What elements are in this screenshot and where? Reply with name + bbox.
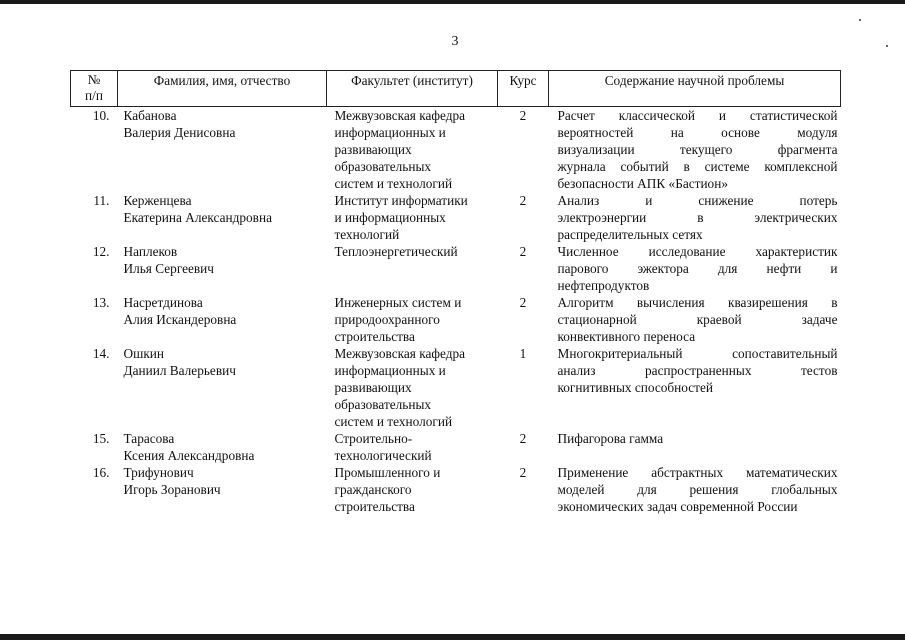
- faculty: [327, 464, 498, 515]
- text-line: Валерия Денисовна: [123, 125, 236, 140]
- text-line: вероятностей на основе модуля: [557, 125, 838, 140]
- table-row: [71, 243, 841, 294]
- text-line: строительства: [334, 329, 415, 344]
- text-line: Трифунович: [123, 465, 194, 480]
- table-header-row: [71, 71, 841, 107]
- table-row: [71, 430, 841, 464]
- research-topic: [549, 192, 841, 243]
- text-line: Тарасова: [123, 431, 175, 446]
- row-number: 13.: [92, 295, 110, 310]
- scan-top-edge: [0, 0, 905, 4]
- problems-table: [70, 70, 841, 515]
- text-line: Институт информатики: [334, 193, 468, 208]
- text-line: журнала событий в системе комплексной: [557, 159, 838, 174]
- text-line: моделей для решения глобальных: [557, 482, 838, 497]
- text-line: Илья Сергеевич: [123, 261, 214, 276]
- faculty: [327, 294, 498, 345]
- text-line: развивающих: [334, 380, 412, 395]
- research-topic: [549, 345, 841, 430]
- text-line: Кабанова: [123, 108, 177, 123]
- row-number: 15.: [92, 431, 110, 446]
- text-line: Насретдинова: [123, 295, 203, 310]
- faculty: [327, 345, 498, 430]
- text-line: электроэнергии в электрических: [557, 210, 838, 225]
- research-topic: [549, 464, 841, 515]
- row-number: 12.: [92, 244, 110, 259]
- text-line: природоохранного: [334, 312, 440, 327]
- text-line: визуализации текущего фрагмента: [557, 142, 838, 157]
- text-line: Игорь Зоранович: [123, 482, 221, 497]
- text-line: Применение абстрактных математических: [557, 465, 838, 480]
- text-line: технологий: [334, 227, 400, 242]
- text-line: Даниил Валерьевич: [123, 363, 236, 378]
- table-row: [71, 192, 841, 243]
- table-row: [71, 107, 841, 193]
- scan-bottom-edge: [0, 634, 905, 640]
- text-line: Межвузовская кафедра: [334, 108, 466, 123]
- course: 2: [519, 193, 527, 208]
- header-topic: Содержание научной проблемы: [549, 71, 841, 107]
- page-number: 3: [451, 34, 459, 49]
- text-line: Межвузовская кафедра: [334, 346, 466, 361]
- research-topic: [549, 243, 841, 294]
- header-course: Курс: [498, 71, 549, 107]
- text-line: систем и технологий: [334, 414, 453, 429]
- scan-speck: [859, 19, 861, 21]
- text-line: Алия Искандеровна: [123, 312, 237, 327]
- row-number: 16.: [92, 465, 110, 480]
- text-line: Ксения Александровна: [123, 448, 255, 463]
- text-line: когнитивных способностей: [557, 380, 713, 395]
- text-line: Анализ и снижение потерь: [557, 193, 838, 208]
- course: 2: [519, 295, 527, 310]
- text-line: Инженерных систем и: [334, 295, 462, 310]
- text-line: Алгоритм вычисления квазирешения в: [557, 295, 838, 310]
- text-line: образовательных: [334, 397, 432, 412]
- text-line: Керженцева: [123, 193, 192, 208]
- student-name: [118, 294, 327, 345]
- text-line: информационных и: [334, 363, 446, 378]
- course: 1: [519, 346, 527, 361]
- course: 2: [519, 431, 527, 446]
- table-row: [71, 464, 841, 515]
- student-name: [118, 243, 327, 294]
- table-row: [71, 294, 841, 345]
- student-name: [118, 345, 327, 430]
- student-name: [118, 430, 327, 464]
- faculty: [327, 430, 498, 464]
- faculty: [327, 243, 498, 294]
- text-line: технологический: [334, 448, 432, 463]
- text-line: парового эжектора для нефти и: [557, 261, 838, 276]
- text-line: Наплеков: [123, 244, 178, 259]
- course: 2: [519, 465, 527, 480]
- text-line: конвективного переноса: [557, 329, 696, 344]
- faculty: [327, 192, 498, 243]
- text-line: экономических задач современной России: [557, 499, 798, 514]
- course: 2: [519, 108, 527, 123]
- text-line: Строительно-: [334, 431, 413, 446]
- course: 2: [519, 244, 527, 259]
- text-line: развивающих: [334, 142, 412, 157]
- text-line: Многокритериальный сопоставительный: [557, 346, 838, 361]
- text-line: анализ распространенных тестов: [557, 363, 838, 378]
- text-line: гражданского: [334, 482, 412, 497]
- table-row: [71, 345, 841, 430]
- text-line: Пифагорова гамма: [557, 431, 664, 446]
- header-faculty: Факультет (институт): [327, 71, 498, 107]
- research-topic: [549, 430, 841, 464]
- header-number: № п/п: [71, 71, 118, 107]
- text-line: Теплоэнергетический: [334, 244, 458, 259]
- row-number: 14.: [92, 346, 110, 361]
- text-line: строительства: [334, 499, 415, 514]
- text-line: информационных и: [334, 125, 446, 140]
- text-line: и информационных: [334, 210, 446, 225]
- faculty: [327, 107, 498, 193]
- text-line: Расчет классической и статистической: [557, 108, 838, 123]
- row-number: 10.: [92, 108, 110, 123]
- text-line: Численное исследование характеристик: [557, 244, 838, 259]
- text-line: систем и технологий: [334, 176, 453, 191]
- research-topic: [549, 107, 841, 193]
- header-name: Фамилия, имя, отчество: [118, 71, 327, 107]
- text-line: Промышленного и: [334, 465, 441, 480]
- research-topic: [549, 294, 841, 345]
- text-line: образовательных: [334, 159, 432, 174]
- student-name: [118, 464, 327, 515]
- text-line: Екатерина Александровна: [123, 210, 272, 225]
- text-line: стационарной краевой задаче: [557, 312, 838, 327]
- text-line: безопасности АПК «Бастион»: [557, 176, 728, 191]
- scan-speck: [886, 45, 888, 47]
- text-line: распределительных сетях: [557, 227, 703, 242]
- student-name: [118, 192, 327, 243]
- text-line: Ошкин: [123, 346, 165, 361]
- row-number: 11.: [93, 193, 110, 208]
- student-name: [118, 107, 327, 193]
- text-line: нефтепродуктов: [557, 278, 650, 293]
